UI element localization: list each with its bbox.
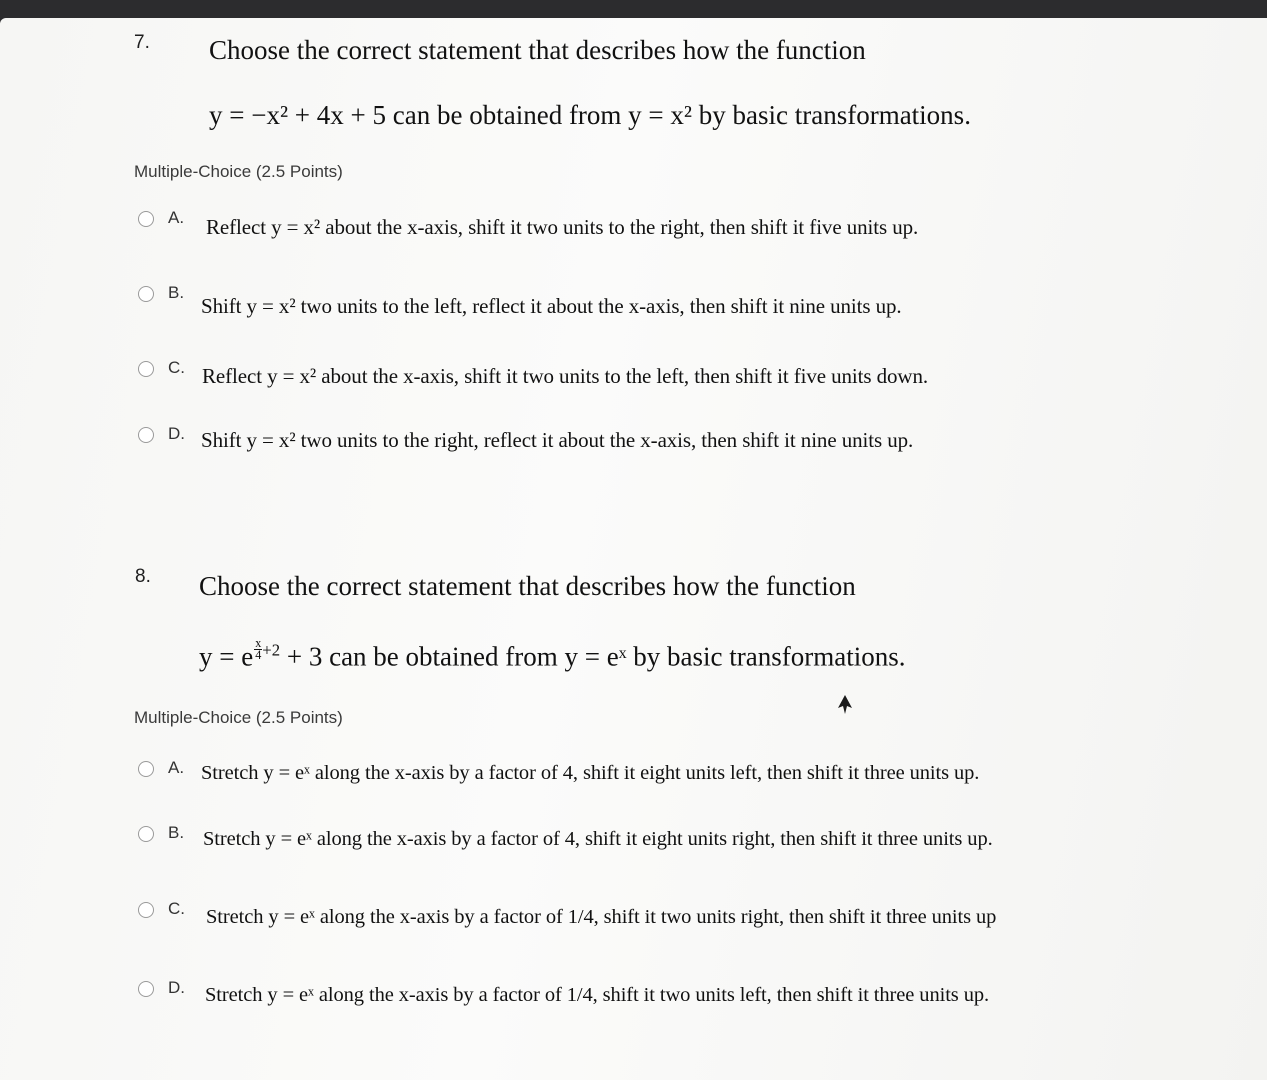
option-letter: C. — [168, 358, 185, 377]
question-7-base-function: y = x² — [628, 100, 692, 130]
radio-button-icon[interactable] — [138, 761, 154, 777]
question-8-target-lhs: y = e — [199, 641, 254, 672]
radio-button-icon[interactable] — [138, 826, 154, 842]
option-letter: D. — [168, 424, 185, 443]
question-7-formula-end: by basic transformations. — [698, 100, 971, 130]
option-text: Shift y = x² two units to the right, reflect it about the x-axis, then shift it nine units up. — [201, 428, 914, 452]
question-7-prompt: Choose the correct statement that describes how the function — [209, 35, 866, 65]
question-7-formula — [209, 100, 971, 131]
option-text: Stretch y = eˣ along the x-axis by a factor of 1/4, shift it two units right, then shift it three units up — [206, 906, 997, 928]
option-text: Reflect y = x² about the x-axis, shift it two units to the left, then shift it five units down. — [202, 364, 929, 388]
option-text: Shift y = x² two units to the left, reflect it about the x-axis, then shift it nine units up. — [201, 294, 902, 318]
option-text: Stretch y = eˣ along the x-axis by a factor of 1/4, shift it two units left, then shift it three units up. — [205, 984, 990, 1006]
option-letter: B. — [168, 283, 185, 302]
radio-button-icon[interactable] — [138, 361, 154, 377]
option-letter: D. — [168, 978, 185, 997]
option-letter: C. — [168, 899, 185, 918]
question-8-formula-end: by basic transformations. — [633, 641, 906, 672]
radio-button-icon[interactable] — [138, 981, 154, 997]
question-7-type-label: Multiple-Choice (2.5 Points) — [134, 162, 343, 181]
radio-button-icon[interactable] — [138, 902, 154, 918]
question-8-formula-middle: can be obtained from — [329, 641, 558, 672]
option-text: Stretch y = eˣ along the x-axis by a factor of 4, shift it eight units left, then shift it three units up. — [201, 762, 980, 784]
question-8-base-function: y = eˣ — [564, 641, 627, 672]
question-7-formula-middle: can be obtained from — [392, 100, 622, 130]
mouse-cursor-icon — [836, 694, 854, 716]
question-7-number: 7. — [134, 32, 150, 53]
exponent-tail: +2 — [262, 640, 281, 660]
question-7-target-function: y = −x² + 4x + 5 — [209, 100, 387, 130]
question-8-formula — [199, 638, 905, 673]
question-8-prompt: Choose the correct statement that describes how the function — [199, 571, 856, 601]
radio-button-icon[interactable] — [138, 427, 154, 443]
quiz-page — [0, 18, 1267, 1080]
exponent-fraction: $\frac{x}{4}$ — [255, 636, 262, 662]
option-text: Stretch y = eˣ along the x-axis by a factor of 4, shift it eight units right, then shift it three units up. — [203, 828, 993, 850]
radio-button-icon[interactable] — [138, 286, 154, 302]
radio-button-icon[interactable] — [138, 211, 154, 227]
question-8-type-label: Multiple-Choice (2.5 Points) — [134, 708, 343, 727]
option-letter: A. — [168, 208, 185, 227]
question-8-target-rhs: + 3 — [280, 641, 323, 672]
question-8-number: 8. — [135, 566, 151, 587]
option-letter: A. — [168, 758, 185, 777]
option-letter: B. — [168, 823, 185, 842]
option-text: Reflect y = x² about the x-axis, shift it two units to the right, then shift it five units up. — [206, 215, 919, 239]
